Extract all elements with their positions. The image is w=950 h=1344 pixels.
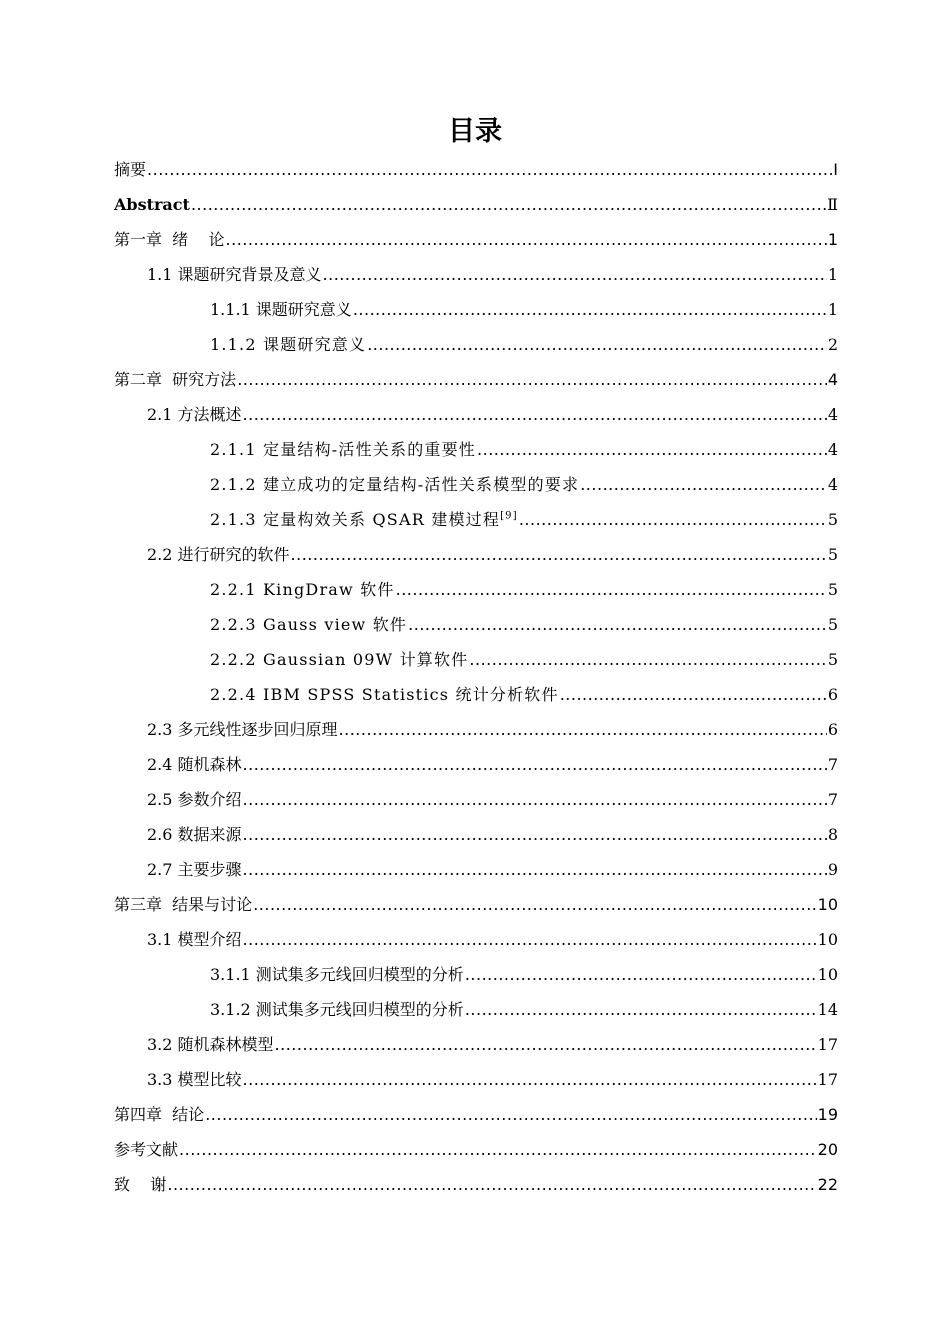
toc-entry-page: 10 — [817, 965, 838, 984]
toc-dot-leader — [243, 1062, 817, 1097]
toc-dot-leader — [243, 922, 817, 957]
toc-dot-leader — [469, 642, 826, 677]
toc-entry-page: Ⅱ — [827, 195, 838, 214]
toc-entry-page: 7 — [827, 790, 838, 809]
citation-superscript: [9] — [500, 510, 518, 522]
toc-entry-page: 5 — [827, 545, 838, 564]
toc-entry-chapter-2[interactable] — [114, 362, 838, 397]
toc-entry-page: 4 — [827, 440, 838, 459]
toc-entry-2-2-4[interactable] — [114, 677, 838, 712]
toc-dot-leader — [205, 1097, 816, 1132]
toc-entry-page: 5 — [827, 650, 838, 669]
toc-entry-label: 第三章 结果与讨论 — [114, 895, 253, 914]
toc-dot-leader — [253, 887, 816, 922]
toc-entry-page: 17 — [817, 1070, 838, 1089]
page-title: 目录 — [448, 116, 502, 147]
toc-entry-chapter-3[interactable] — [114, 887, 838, 922]
toc-dot-leader — [560, 677, 827, 712]
toc-entry-label: 摘要 — [114, 160, 147, 179]
toc-entry-label: 第二章 研究方法 — [114, 370, 237, 389]
toc-entry-label: 3.1 模型介绍 — [147, 930, 242, 949]
toc-entry-page: 20 — [817, 1140, 838, 1159]
toc-entry-chapter-4[interactable] — [114, 1097, 838, 1132]
toc-dot-leader — [243, 817, 827, 852]
toc-entry-label: 2.6 数据来源 — [147, 825, 242, 844]
toc-entry-page: 10 — [817, 930, 838, 949]
toc-entry-label: 2.4 随机森林 — [147, 755, 242, 774]
toc-entry-page: 8 — [827, 825, 838, 844]
toc-entry-label-text: 2.1.3 定量构效关系 QSAR 建模过程 — [210, 510, 501, 529]
toc-dot-leader — [477, 432, 827, 467]
toc-entry-1-1-2[interactable] — [114, 327, 838, 362]
toc-entry-label: 第一章 绪 论 — [114, 230, 225, 249]
toc-entry-label: 2.2.3 Gauss view 软件 — [210, 615, 408, 634]
toc-entry-label — [210, 502, 518, 537]
toc-entry-3-1[interactable] — [114, 922, 838, 957]
toc-entry-2-1-3[interactable] — [114, 502, 838, 537]
toc-dot-leader — [408, 607, 827, 642]
toc-entry-page: 1 — [827, 265, 838, 284]
toc-entry-acknowledgements[interactable] — [114, 1167, 838, 1202]
toc-entry-2-6[interactable] — [114, 817, 838, 852]
toc-entry-page: 4 — [827, 405, 838, 424]
toc-entry-2-5[interactable] — [114, 782, 838, 817]
toc-dot-leader — [243, 397, 827, 432]
toc-entry-label: 2.1.1 定量结构-活性关系的重要性 — [210, 440, 477, 459]
toc-dot-leader — [367, 327, 827, 362]
toc-entry-references[interactable] — [114, 1132, 838, 1167]
toc-dot-leader — [291, 537, 827, 572]
toc-dot-leader — [339, 712, 827, 747]
toc-dot-leader — [226, 222, 827, 257]
toc-entry-label: 3.2 随机森林模型 — [147, 1035, 274, 1054]
toc-dot-leader — [353, 292, 827, 327]
toc-entry-2-2-1[interactable] — [114, 572, 838, 607]
toc-entry-page: 5 — [827, 580, 838, 599]
table-of-contents — [114, 152, 838, 1202]
toc-entry-label: 2.1.2 建立成功的定量结构-活性关系模型的要求 — [210, 475, 580, 494]
toc-entry-2-4[interactable] — [114, 747, 838, 782]
toc-entry-1-1-1[interactable] — [114, 292, 838, 327]
toc-entry-page: 2 — [827, 335, 838, 354]
toc-entry-label: 致 谢 — [114, 1175, 167, 1194]
toc-dot-leader — [243, 747, 827, 782]
toc-entry-page: 10 — [817, 895, 838, 914]
toc-entry-label: 2.5 参数介绍 — [147, 790, 242, 809]
toc-entry-abstract-en[interactable] — [114, 187, 838, 222]
toc-entry-label: 2.2.4 IBM SPSS Statistics 统计分析软件 — [210, 685, 559, 704]
toc-entry-page: 4 — [827, 475, 838, 494]
toc-dot-leader — [243, 852, 827, 887]
toc-dot-leader — [580, 467, 827, 502]
toc-entry-label: 2.7 主要步骤 — [147, 860, 242, 879]
toc-dot-leader — [243, 782, 827, 817]
toc-entry-page: 6 — [827, 685, 838, 704]
toc-entry-label: 1.1.1 课题研究意义 — [210, 300, 352, 319]
toc-entry-page: 14 — [817, 1000, 838, 1019]
toc-entry-label: 1.1.2 课题研究意义 — [210, 335, 367, 354]
toc-entry-2-1-1[interactable] — [114, 432, 838, 467]
toc-entry-label: 3.3 模型比较 — [147, 1070, 242, 1089]
toc-entry-page: 7 — [827, 755, 838, 774]
toc-entry-2-2-2[interactable] — [114, 642, 838, 677]
toc-dot-leader — [519, 502, 827, 537]
toc-entry-label: Abstract — [114, 195, 190, 214]
toc-entry-page: 17 — [817, 1035, 838, 1054]
toc-dot-leader — [396, 572, 827, 607]
toc-entry-page: 19 — [817, 1105, 838, 1124]
toc-entry-label: 2.2.1 KingDraw 软件 — [210, 580, 395, 599]
toc-entry-label: 参考文献 — [114, 1140, 179, 1159]
toc-dot-leader — [237, 362, 827, 397]
toc-entry-label: 3.1.2 测试集多元线回归模型的分析 — [210, 1000, 464, 1019]
toc-entry-page: 6 — [827, 720, 838, 739]
toc-entry-page: 1 — [827, 230, 838, 249]
toc-entry-abstract-cn[interactable] — [114, 152, 838, 187]
toc-dot-leader — [191, 187, 826, 222]
toc-entry-2-3[interactable] — [114, 712, 838, 747]
toc-entry-3-3[interactable] — [114, 1062, 838, 1097]
toc-entry-page: 1 — [827, 300, 838, 319]
toc-entry-page: 9 — [827, 860, 838, 879]
toc-entry-label: 2.2.2 Gaussian 09W 计算软件 — [210, 650, 469, 669]
toc-entry-2-1-2[interactable] — [114, 467, 838, 502]
toc-entry-page: I — [833, 160, 838, 179]
toc-entry-2-2[interactable] — [114, 537, 838, 572]
toc-dot-leader — [323, 257, 827, 292]
toc-entry-page: 5 — [827, 510, 838, 529]
toc-dot-leader — [465, 992, 817, 1027]
toc-dot-leader — [147, 152, 832, 187]
toc-entry-3-2[interactable] — [114, 1027, 838, 1062]
toc-entry-3-1-2[interactable] — [114, 992, 838, 1027]
toc-dot-leader — [275, 1027, 817, 1062]
toc-dot-leader — [167, 1167, 816, 1202]
toc-dot-leader — [465, 957, 817, 992]
toc-entry-page: 22 — [817, 1175, 838, 1194]
toc-entry-2-2-3[interactable] — [114, 607, 838, 642]
toc-entry-chapter-1[interactable] — [114, 222, 838, 257]
toc-entry-label: 2.3 多元线性逐步回归原理 — [147, 720, 338, 739]
toc-entry-page: 4 — [827, 370, 838, 389]
toc-entry-3-1-1[interactable] — [114, 957, 838, 992]
toc-entry-label: 3.1.1 测试集多元线回归模型的分析 — [210, 965, 464, 984]
toc-entry-label: 第四章 结论 — [114, 1105, 205, 1124]
toc-entry-label: 2.1 方法概述 — [147, 405, 242, 424]
toc-entry-2-7[interactable] — [114, 852, 838, 887]
toc-entry-label: 2.2 进行研究的软件 — [147, 545, 290, 564]
toc-entry-label: 1.1 课题研究背景及意义 — [147, 265, 322, 284]
toc-dot-leader — [179, 1132, 817, 1167]
toc-entry-1-1[interactable] — [114, 257, 838, 292]
toc-entry-2-1[interactable] — [114, 397, 838, 432]
toc-entry-page: 5 — [827, 615, 838, 634]
